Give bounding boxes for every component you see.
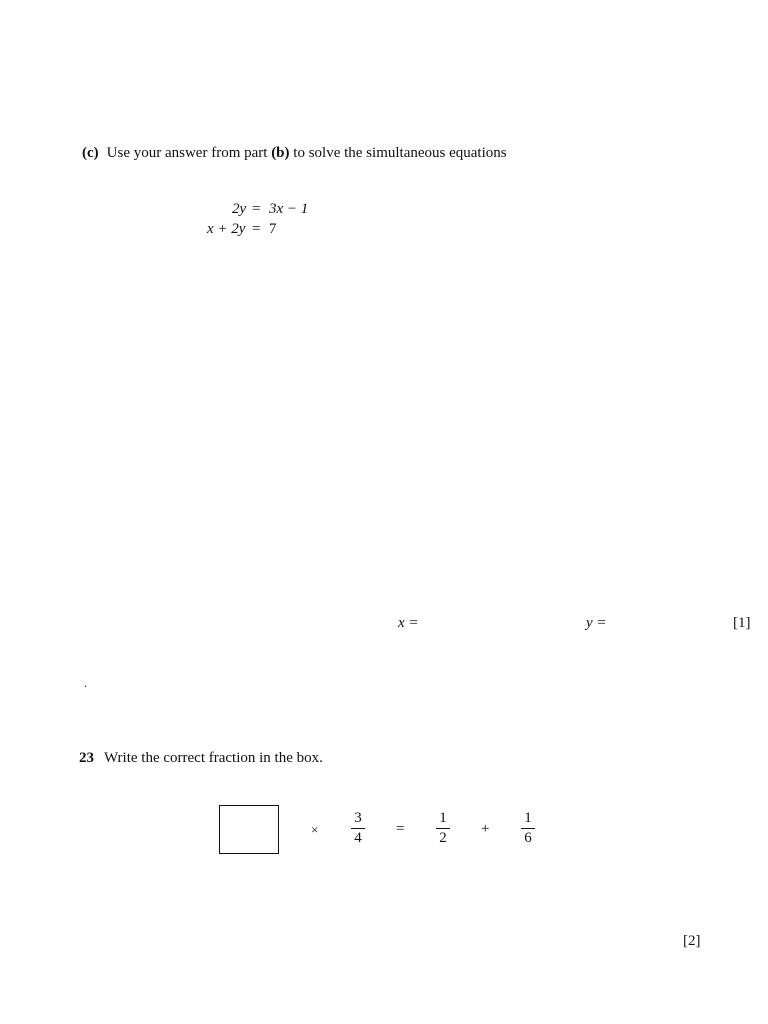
- part-c-text-before: Use your answer from part: [106, 145, 272, 161]
- equation-1-rhs: 3x − 1: [269, 201, 309, 217]
- question-23-number: 23: [79, 750, 94, 766]
- question-23-text: Write the correct fraction in the box.: [104, 750, 323, 766]
- question-23: [79, 750, 323, 767]
- fraction-b-numerator: 1: [439, 810, 447, 826]
- part-b-reference: (b): [271, 145, 290, 161]
- fraction-three-quarters: [351, 810, 365, 847]
- fraction-c-numerator: 1: [524, 810, 532, 826]
- equation-2-rhs: 7: [269, 221, 277, 237]
- equation-2-lhs: x + 2y: [207, 221, 246, 237]
- answer-y-label: y =: [586, 615, 607, 631]
- equation-1-equals: =: [252, 201, 261, 217]
- times-sign: ×: [311, 822, 319, 837]
- fraction-answer-box[interactable]: [219, 805, 279, 854]
- fraction-c-bar: [521, 828, 535, 829]
- plus-sign: +: [481, 821, 490, 837]
- fraction-c-denominator: 6: [524, 830, 532, 846]
- fraction-a-numerator: 3: [354, 810, 362, 826]
- answer-x-label: x =: [398, 615, 419, 631]
- fraction-a-denominator: 4: [354, 830, 362, 846]
- fraction-b-denominator: 2: [439, 830, 447, 846]
- part-c-label: (c): [82, 145, 99, 161]
- fraction-b-bar: [436, 828, 450, 829]
- part-c-instruction: [82, 145, 507, 162]
- fraction-a-bar: [351, 828, 365, 829]
- fraction-one-half: [436, 810, 450, 847]
- marks-part-c: [1]: [733, 615, 751, 631]
- part-c-text-after: to solve the simultaneous equations: [289, 145, 507, 161]
- fraction-one-sixth: [521, 810, 535, 847]
- equation-1-lhs: 2y: [232, 201, 247, 217]
- separator-dot: .: [84, 676, 87, 690]
- equation-2-equals: =: [252, 221, 261, 237]
- equals-sign: =: [396, 821, 405, 837]
- marks-question-23: [2]: [683, 933, 701, 949]
